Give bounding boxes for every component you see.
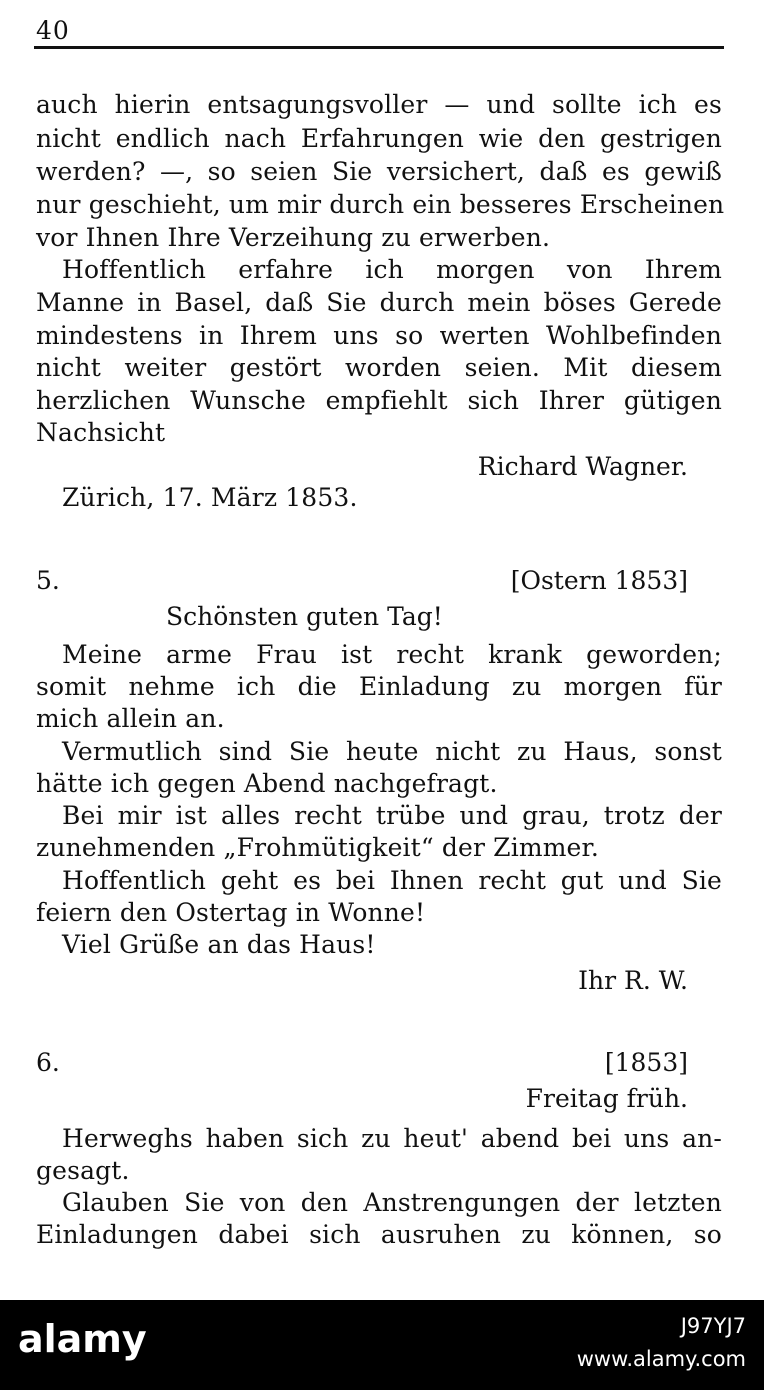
letter-text-line: Glauben Sie von den Anstrengungen der letzten [62,1188,722,1217]
letter-text-line: herzlichen Wunsche empfiehlt sich Ihrer gütigen [36,386,722,415]
letter-text-line: vor Ihnen Ihre Verzeihung zu erwerben. [36,223,551,252]
stock-url: www.alamy.com [576,1347,746,1371]
letter-number: 5. [36,566,60,595]
letter-text-line: auch hierin entsagungsvoller — und sollte ich es [36,90,722,119]
letter-signature: Richard Wagner. [477,452,688,481]
letter-text-line: nur geschieht, um mir durch ein besseres Erscheinen [36,190,725,219]
letter-greeting: Schönsten guten Tag! [166,602,443,631]
letter-text-line: somit nehme ich die Einladung zu morgen für [36,672,722,701]
letter-text-line: Manne in Basel, daß Sie durch mein böses Gerede [36,288,722,317]
page-number: 40 [36,16,70,45]
letter-text-line: Hoffentlich erfahre ich morgen von Ihrem [62,255,722,284]
letter-text-line: feiern den Ostertag in Wonne! [36,898,426,927]
header-rule [34,46,724,49]
letter-text-line: hätte ich gegen Abend nachgefragt. [36,769,498,798]
letter-text-line: Hoffentlich geht es bei Ihnen recht gut und Sie [62,866,722,895]
letter-place-date: Zürich, 17. März 1853. [62,483,358,512]
stock-watermark-banner [0,1300,764,1390]
letter-text-line: Herweghs haben sich zu heut' abend bei uns an- [62,1124,722,1153]
letter-signature: Ihr R. W. [578,966,688,995]
letter-text-line: nicht endlich nach Erfahrungen wie den gestrigen [36,124,722,153]
letter-text-line: mindestens in Ihrem uns so werten Wohlbefinden [36,321,722,350]
letter-text-line: Meine arme Frau ist recht krank geworden; [62,640,722,669]
alamy-logo: alamy [18,1317,147,1361]
letter-number: 6. [36,1048,60,1077]
letter-text-line: Einladungen dabei sich ausruhen zu können, so [36,1220,722,1249]
letter-text-line: werden? —, so seien Sie versichert, daß es gewiß [36,157,722,186]
letter-text-line: Viel Grüße an das Haus! [62,930,376,959]
letter-text-line: Nachsicht [36,418,166,447]
letter-date-note: [1853] [604,1048,688,1077]
letter-text-line: Bei mir ist alles recht trübe und grau, trotz der [62,801,722,830]
letter-text-line: Vermutlich sind Sie heute nicht zu Haus, sonst [62,737,722,766]
letter-text-line: zunehmenden „Frohmütigkeit“ der Zimmer. [36,833,599,862]
letter-date-note: [Ostern 1853] [510,566,688,595]
stock-image-id: J97YJ7 [680,1314,746,1338]
letter-text-line: mich allein an. [36,704,225,733]
letter-text-line: nicht weiter gestört worden seien. Mit diesem [36,353,722,382]
letter-day-note: Freitag früh. [525,1084,688,1113]
letter-text-line: gesagt. [36,1156,130,1185]
